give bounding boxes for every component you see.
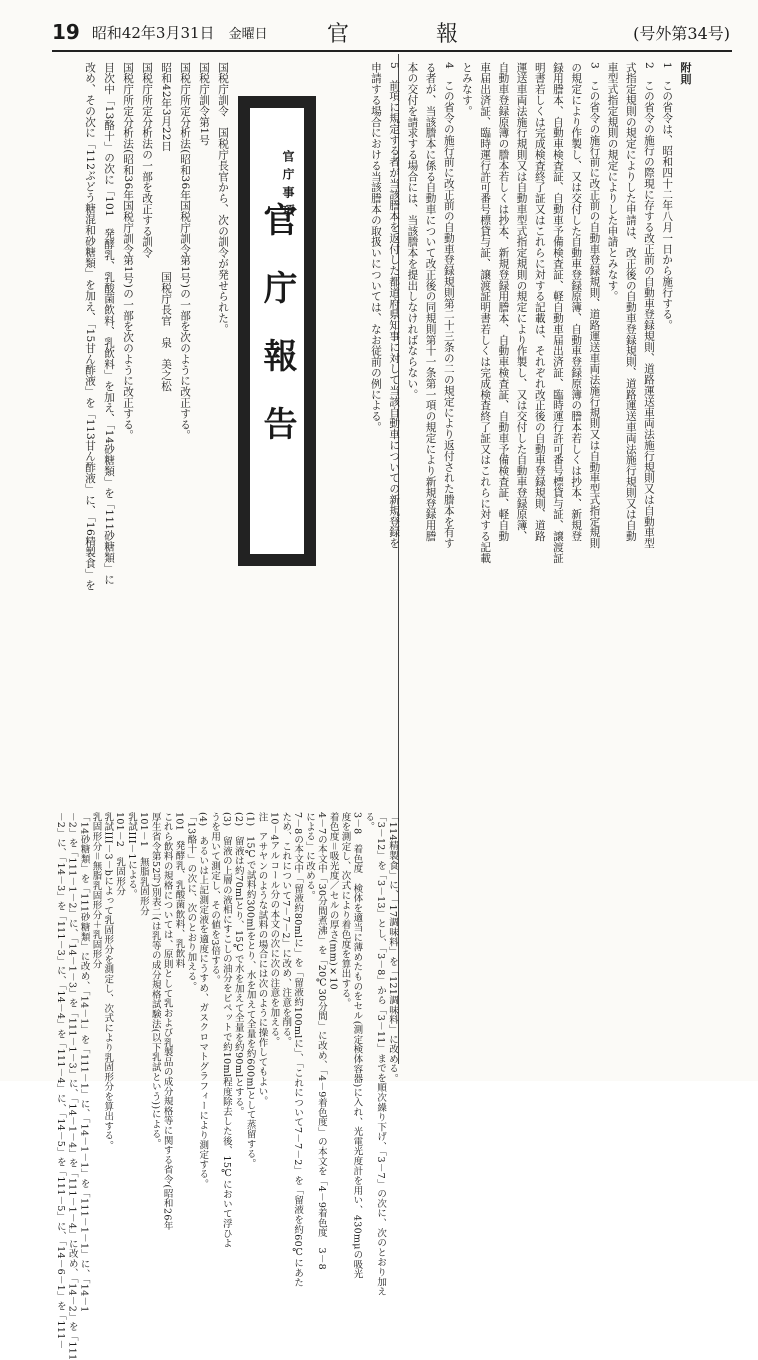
text-line: －2」に、「14－3」を「111－3」に、「14－4」を「111－4」に、「14－5」を「111－5」に、「14－6－1」を「111－ <box>54 812 66 1350</box>
text-line: 明書若しくは完成検査終了証又はこれらに対する記載は、それぞれ改正後の自動車登録規則、道路 <box>533 62 546 542</box>
text-line: (2) 留液は約70mlとり、15℃で水を加えて全量を約90mlとする。 <box>232 812 244 1117</box>
official-report-frame <box>248 106 306 556</box>
text-line: の規定により作製し、又は交付した自動車登録原簿、自動車登録原簿の謄本若しくは抄本、新規登 <box>570 62 583 542</box>
issue-date: 昭和42年3月31日 <box>91 23 215 42</box>
official-report-banner <box>238 96 316 566</box>
text-line: ため、これについて7－7－2」に改め、注意を削る。 <box>280 812 292 1047</box>
text-line: 国税庁所定分析法(昭和36年国税庁訓令第1号)の一部を次のように改正する。 <box>179 62 191 441</box>
text-line: 運送車両法施行規則又は自動車型式指定規則の規定により作製し、又は交付した自動車登録原簿、 <box>515 62 528 542</box>
text-line: 「114精製食」に、「17調味料」を「121調味料」に改める。 <box>386 812 398 1084</box>
text-line: 乳試III－1による。 <box>126 812 138 900</box>
page-header <box>52 18 730 46</box>
text-line: による」に改める。 <box>303 812 315 901</box>
text-line: 7－8の本文中「留液約80mlに」を「留液約100mlに」、「これについて7－7－2」を「留液を約60℃にあた <box>292 812 304 1288</box>
text-line: 国税庁所定分析法の一部を改正する訓令 <box>141 62 153 259</box>
text-line: 着色度＝吸光度／セルの厚さ(mm)×10 <box>327 812 339 991</box>
text-line: 国税庁訓令第1号 <box>198 62 210 146</box>
text-line: これら飲料の規格については、原則として乳および乳製品の成分規格等に関する省令(昭和26年 <box>161 812 173 1231</box>
text-line: 4－7の本文中「30分間煮沸」を「20℃30分間」に改め、「4－9着色度」の本文を「4－9着色度 3－8 <box>315 812 327 1270</box>
text-line: (4) あるいは上記測定液を適度にうすめ、ガスクロマトグラフィーにより測定する。 <box>197 812 209 1189</box>
issue-number: (号外第34号) <box>633 23 730 43</box>
text-line: る。 <box>363 812 375 832</box>
text-line: 昭和42年3月22日 国税庁長官 泉 美之松 <box>160 62 172 392</box>
text-line: 申請する場合における当該謄本の取扱いについては、なお従前の例による。 <box>369 62 382 433</box>
text-line: 式指定規則の規定によりした申請は、改正後の自動車登録規則、道路運送車両法施行規則又は自動 <box>624 62 637 542</box>
text-line: 3－8 着色度 検体を適当に薄めたものをセル(測定検体容器)に入れ、光電光度計を用い、430mμの吸光 <box>351 812 363 1280</box>
text-line: 国税庁所定分析法(昭和36年国税庁訓令第1号)の一部を次のように改正する。 <box>122 62 134 441</box>
text-line: 101－1 無脂乳固形分 <box>137 812 149 916</box>
weekday: 金曜日 <box>228 26 268 42</box>
text-line: る者が、当該謄本に係る自動車について改正後の同規則第十一条第一項の規定により新規登録用謄 <box>424 62 437 542</box>
text-line: 乳試III－3－bによって乳固形分を測定し、次式により乳固形分を算出する。 <box>102 812 114 1151</box>
text-line: 車型式指定規則の規定によりした申請とみなす。 <box>606 62 619 302</box>
text-line: 101 発酵乳、乳酸菌飲料、乳飲料 <box>173 812 185 969</box>
text-line: 注 アサヤンのような試料の場合には次のように操作してもよい。 <box>256 812 268 1106</box>
text-line: とみなす。 <box>460 62 473 117</box>
text-line: 101－2 乳固形分 <box>114 812 126 897</box>
text-line: 2 この省令の施行の際現に存する改正前の自動車登録規則、道路運送車両法施行規則又は自動車型 <box>642 62 655 549</box>
page-number: 19 <box>52 20 80 44</box>
text-line: 本の交付を請求する場合には、当該謄本を提出しなければならない。 <box>406 62 419 400</box>
text-line: 「14砂糖類」を「111砂糖類」に改め、「14－1」を「111－1」に、「14－1－1」を「111－1－1」に、「14－1 <box>78 812 90 1313</box>
text-line: うを用いて測定し、その値を3倍する。 <box>209 812 221 985</box>
text-line: 4 この省令の施行前に改正前の自動車登録規則第二十三条の二の規定により返付された謄本を有す <box>442 62 455 549</box>
text-line: 目次中「13酪十」の次に「101 発酵乳、乳酸菌飲料、乳飲料」を加え、「14砂糖類」を「111砂糖類」に <box>103 62 115 585</box>
text-line: 改め、その次に「112ぶどう糖混和砂糖類」を加え、「15甘ん酢液」を「113甘ん酢液」に、「16精製食」を <box>84 62 96 591</box>
text-line: 録用謄本、自動車検査証、自動車予備検査証、軽自動車届出済証、臨時運行許可番号標貸与証、譲渡証 <box>551 62 564 564</box>
text-line: 厚生省令第52号)別表二(は乳等の成分規格試験法(以下乳試という))による。 <box>149 812 161 1149</box>
text-line: 車届出済証、臨時運行許可番号標貸与証、譲渡証明書若しくは完成検査終了証又はこれらに対する記載 <box>479 62 492 564</box>
text-line: 度を測定し、次式により着色度を算出する。 <box>339 812 351 1008</box>
text-line: 3 この省令の施行前に改正前の自動車登録規則、道路運送車両法施行規則又は自動車型式指定規則 <box>588 62 601 549</box>
text-line: 乳固形分＝無脂乳固形分＋乳固形分 <box>90 812 102 969</box>
text-line: 「13酪十」の次に、次のとおり加える。 <box>185 812 197 992</box>
text-line: 「3－12」を「3－13」とし、「3－8」から「3－11」までを順次繰り下げ、「3－7」の次に、次のとおり加え <box>375 812 387 1297</box>
text-line: 1 この省令は、昭和四十二年八月一日から施行する。 <box>661 62 674 331</box>
text-line: 自動車登録原簿の謄本若しくは抄本、新規登録用謄本、自動車検査証、自動車予備検査証、軽自動 <box>497 62 510 542</box>
text-line: 10－4アルコール分の本文の次に次の注意を加える。 <box>268 812 280 1047</box>
header-rule <box>52 50 732 52</box>
gazette-title: 官 報 <box>327 21 498 47</box>
section-heading: 官庁事項 <box>281 150 295 222</box>
text-line: 5 前項に規定する者が当該謄本を返付した都道府県知事に対して当該自動車についての新規登録を <box>388 62 401 549</box>
text-line: (1) 15℃で試料約300mlをとり、水を加えて全量を約600mlとして蒸留する。 <box>244 812 256 1169</box>
supplement-label: 附則 <box>679 62 692 85</box>
official-report-title: 官庁報告 <box>257 202 297 474</box>
text-line: －2」を「111－1－2」に、「14－1－3」を「111－1－3」に、「14－1－4」を「111－1－4」に改め、「14－2」を「111 <box>66 812 78 1360</box>
text-line: 国税庁訓令 国税庁長官から、次の訓令が発せられた。 <box>217 62 229 335</box>
text-line: (3) 留液の上層の液相にすこしの油分をピペットで約10ml程度除去した後、15℃において浮ひよ <box>220 812 232 1249</box>
